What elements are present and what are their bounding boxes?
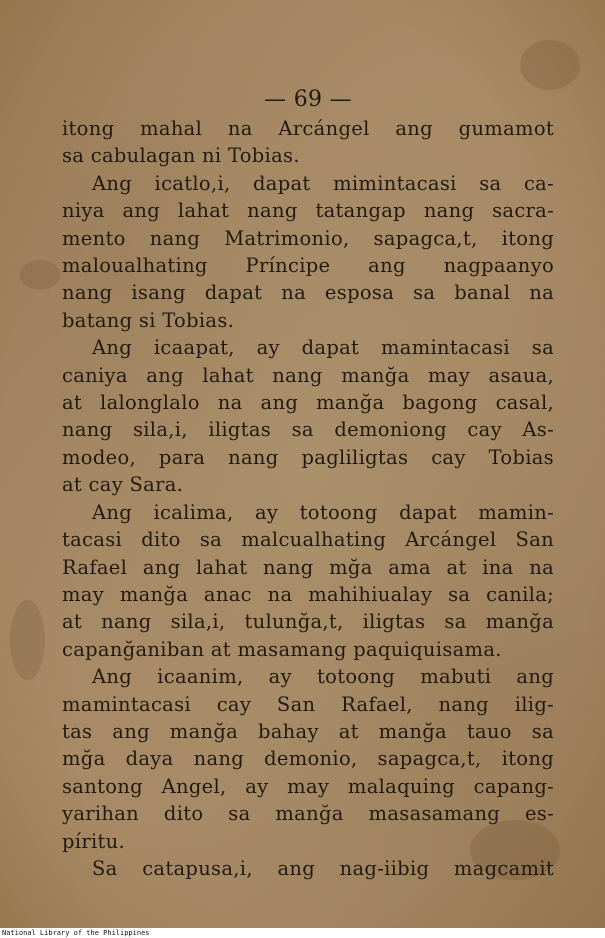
text-lines bbox=[62, 115, 554, 882]
paper-stain bbox=[10, 600, 45, 680]
text-line: Ang icalima, ay totoong dapat mamin- bbox=[92, 500, 554, 524]
text-line: santong Angel, ay may malaquing capang- bbox=[62, 774, 554, 798]
paper-stain bbox=[20, 260, 60, 290]
text-line: modeo, para nang pagliligtas cay Tobias bbox=[62, 445, 554, 469]
text-line: Ang icaanim, ay totoong mabuti ang bbox=[92, 665, 554, 689]
text-line: caniya ang lahat nang manğa may asaua, bbox=[62, 363, 554, 387]
page-number: — 69 — bbox=[264, 87, 352, 112]
text-line: tacasi dito sa malcualhating Arcángel San bbox=[62, 528, 554, 552]
library-footer: National Library of the Philippines bbox=[0, 928, 605, 938]
text-line: mğa daya nang demonio, sapagca,t, itong bbox=[62, 747, 554, 771]
paper-stain bbox=[520, 40, 580, 90]
text-line: niya ang lahat nang tatangap nang sacra- bbox=[62, 199, 554, 223]
text-line: tas ang manğa bahay at manğa tauo sa bbox=[62, 719, 554, 743]
text-line: at cay Sara. bbox=[62, 473, 184, 497]
text-line: batang si Tobias. bbox=[62, 308, 235, 332]
text-line: capanğaniban at masamang paquiquisama. bbox=[62, 637, 502, 661]
text-line: maloualhating Príncipe ang nagpaanyo bbox=[62, 254, 554, 278]
text-line: Sa catapusa,i, ang nag-iibig magcamit bbox=[92, 856, 554, 880]
text-line: mamintacasi cay San Rafael, nang ilig- bbox=[62, 692, 554, 716]
text-line: Rafael ang lahat nang mğa ama at ina na bbox=[62, 555, 554, 579]
text-line: Ang icaapat, ay dapat mamintacasi sa bbox=[92, 336, 554, 360]
page-text bbox=[62, 85, 554, 882]
text-line: Ang icatlo,i, dapat mimintacasi sa ca- bbox=[92, 171, 554, 195]
text-line: itong mahal na Arcángel ang gumamot bbox=[62, 117, 554, 140]
text-line: nang sila,i, iligtas sa demoniong cay As- bbox=[62, 418, 554, 442]
text-line: at nang sila,i, tulunğa,t, iligtas sa manğa bbox=[62, 610, 554, 634]
text-line: píritu. bbox=[62, 829, 125, 853]
text-line: mento nang Matrimonio, sapagca,t, itong bbox=[62, 226, 554, 250]
text-line: yarihan dito sa manğa masasamang es- bbox=[62, 802, 554, 826]
text-line: sa cabulagan ni Tobias. bbox=[62, 144, 300, 168]
text-line: nang isang dapat na esposa sa banal na bbox=[62, 281, 554, 305]
text-line: may manğa anac na mahihiualay sa canila; bbox=[62, 582, 554, 606]
text-line: at lalonglalo na ang manğa bagong casal, bbox=[62, 391, 554, 415]
